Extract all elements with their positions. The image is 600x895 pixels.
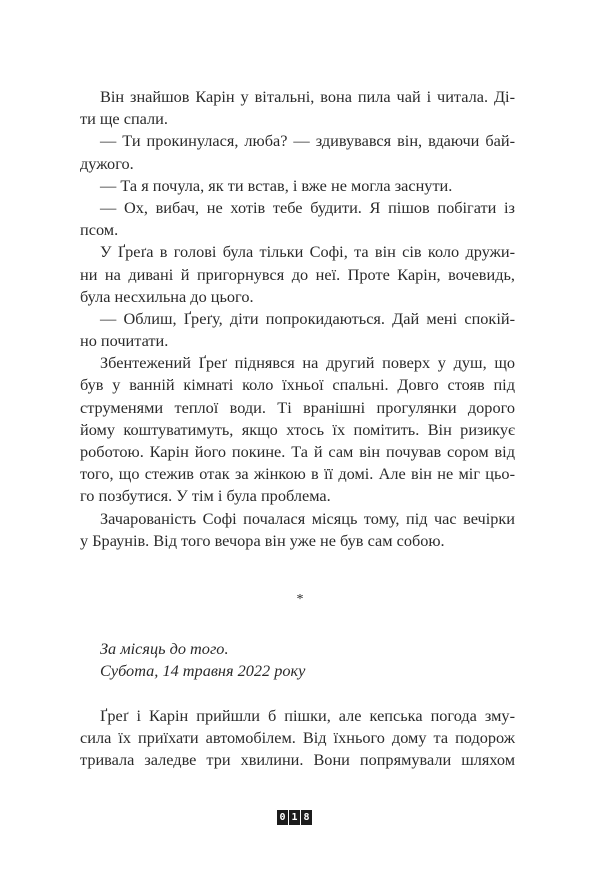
text-line: струменями теплої води. Ті вранішні прогулянки дорого	[80, 397, 515, 417]
text-line: у Браунів. Від того вечора він уже не був сам собою.	[80, 530, 445, 550]
text-line: — Ох, вибач, не хотів тебе будити. Я пішов побігати із	[100, 197, 515, 217]
page-number-digit: 8	[301, 810, 312, 825]
text-line: був у ванній кімнаті коло їхньої спальні. Довго стояв під	[80, 375, 515, 395]
page-number-digit: 0	[277, 810, 288, 825]
text-line: — Ти прокинулася, люба? — здивувався він, вдаючи бай-	[100, 131, 515, 151]
text-line: ти ще спали.	[80, 109, 168, 129]
dateline-line: Субота, 14 травня 2022 року	[100, 661, 306, 681]
dateline	[100, 638, 535, 682]
text-line: но почитати.	[80, 331, 169, 351]
text-line: того, що стежив отак за жінкою в її домі. Але він не міг цьо-	[80, 464, 515, 484]
section-separator: *	[296, 592, 304, 607]
page-number-digit: 1	[289, 810, 300, 825]
text-line: псом.	[80, 220, 119, 240]
text-line: йому коштуватимуть, якщо хтось їх помітить. Він ризикує	[80, 419, 515, 439]
text-line: Він знайшов Карін у вітальні, вона пила чай і читала. Ді-	[100, 87, 515, 106]
body-text-section-1	[80, 86, 515, 552]
text-line: — Облиш, Ґреґу, діти попрокидаються. Дай мені спокій-	[100, 308, 515, 328]
text-line: роботою. Карін його покине. Та й сам він почував сором від	[80, 442, 515, 461]
text-line: Ґреґ і Карін прийшли б пішки, але кепська погода зму-	[100, 706, 515, 725]
text-line: У Ґреґа в голові була тільки Софі, та він сів коло дружи-	[100, 242, 515, 262]
text-line: Зачарованість Софі почалася місяць тому, під час вечірки	[100, 508, 515, 528]
body-text-section-2	[80, 705, 515, 772]
text-line: Збентежений Ґреґ піднявся на другий поверх у душ, що	[100, 353, 515, 373]
text-line: — Та я почула, як ти встав, і вже не могла заснути.	[100, 175, 453, 195]
text-line: тривала заледве три хвилини. Вони попрямували шляхом	[80, 750, 515, 770]
text-line: дужого.	[80, 153, 134, 173]
text-line: ни на дивані й пригорнувся до неї. Проте Карін, вочевидь,	[80, 264, 515, 284]
text-line: була несхильна до цього.	[80, 286, 254, 306]
dateline-line: За місяць до того.	[100, 639, 229, 658]
text-line: сила їх приїхати автомобілем. Від їхнього дому та подорож	[80, 728, 515, 748]
page-number	[277, 810, 312, 825]
text-line: го позбутися. У тім і була проблема.	[80, 486, 331, 506]
